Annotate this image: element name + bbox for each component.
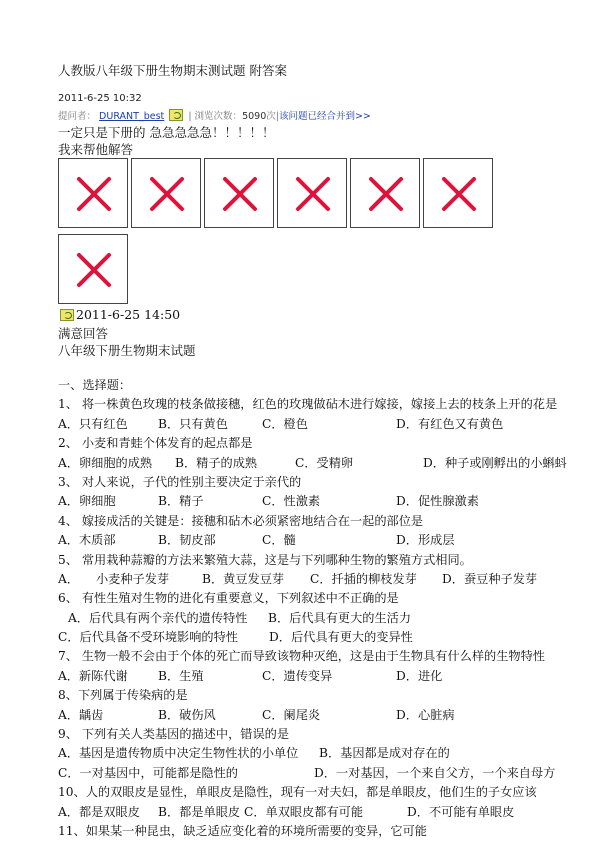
- answer-option: C．扦插的柳枝发芽: [310, 571, 417, 586]
- question-item: 7、 生物一般不会由于个体的死亡而导致该物种灭绝，这是由于生物具有什么样的生物特性: [58, 649, 545, 664]
- views-label: 浏览次数：: [194, 111, 243, 122]
- merged-question-link[interactable]: 该问题已经合并到>>: [278, 111, 371, 122]
- broken-image-icon: [58, 234, 128, 304]
- question-rows: [58, 395, 598, 841]
- asker-label: 提问者：: [58, 111, 97, 122]
- answer-option: C．遗传变异: [262, 668, 333, 683]
- question-meta: [58, 108, 371, 122]
- answer-heading: 八年级下册生物期末试题: [58, 343, 196, 358]
- answer-option: D．一对基因，一个来自父方，一个来自母方: [314, 765, 556, 780]
- answer-option: C．橙色: [262, 416, 308, 431]
- broken-image-icon: [423, 158, 493, 228]
- answer-option: B．韧皮部: [158, 533, 216, 548]
- answer-options: [58, 609, 598, 628]
- question-item: 6、 有性生殖对生物的进化有重要意义，下列叙述中不正确的是: [58, 591, 399, 606]
- answer-option: B．生殖: [158, 668, 204, 683]
- answer-option: D．心脏病: [396, 707, 455, 722]
- meta-divider: |: [275, 111, 279, 122]
- broken-image-icon: [277, 158, 347, 228]
- answer-options: [58, 744, 598, 763]
- asker-name-link[interactable]: DURANT_best: [99, 111, 165, 122]
- answer-option: A．基因是遗传物质中决定生物性状的小单位: [58, 746, 299, 761]
- answer-option: D．促性腺激素: [396, 494, 479, 509]
- answer-option: B．都是单眼皮: [158, 804, 241, 819]
- answer-option: B．破伤风: [158, 707, 216, 722]
- answer-option: B．精子: [158, 494, 204, 509]
- answer-option: C．髓: [262, 533, 296, 548]
- satisfied-answer-label: 满意回答: [58, 326, 109, 341]
- answer-option: 小麦种子发芽: [96, 571, 170, 586]
- answer-options: [58, 415, 598, 434]
- answer-option: B．后代具有更大的生活力: [268, 610, 412, 625]
- question-list: [58, 376, 598, 841]
- answer-date-line: [58, 307, 180, 322]
- answer-option: A．龋齿: [58, 707, 104, 722]
- answer-options: [58, 667, 598, 686]
- answer-option: B．只有黄色: [158, 416, 228, 431]
- answer-option: C．受精卵: [295, 455, 354, 470]
- answer-option: D．有红色又有黄色: [396, 416, 504, 431]
- question-item: 2、 小麦和青蛙个体发育的起点都是: [58, 436, 253, 451]
- answer-option: C．单双眼皮都有可能: [244, 804, 364, 819]
- answer-options: [58, 628, 598, 647]
- page-title: 人教版八年级下册生物期末测试题 附答案: [58, 63, 287, 78]
- answer-option: A．木质部: [58, 533, 116, 548]
- views-count: 5090: [242, 111, 267, 122]
- answer-options: [58, 706, 598, 725]
- post-date: 2011-6-25 10:32: [58, 93, 142, 104]
- question-item: 9、 下列有关人类基因的描述中，错误的是: [58, 727, 290, 742]
- broken-image-icon: [204, 158, 274, 228]
- answer-options: [58, 454, 598, 473]
- answer-option: D．进化: [396, 668, 443, 683]
- views-unit: 次: [266, 111, 276, 122]
- answer-option: A．只有红色: [58, 416, 128, 431]
- meta-divider: |: [188, 111, 192, 122]
- answer-options: [58, 492, 598, 511]
- answer-option: D．种子或刚孵出的小蝌蚪: [423, 455, 567, 470]
- answer-option: A．后代具有两个亲代的遗传特性: [68, 610, 248, 625]
- answer-option: A．卵细胞: [58, 494, 116, 509]
- broken-image-icon: [350, 158, 420, 228]
- question-item: 5、 常用栽种蒜瓣的方法来繁殖大蒜，这是与下列哪种生物的繁殖方式相同。: [58, 552, 472, 567]
- answer-option: C．一对基因中，可能都是隐性的: [58, 765, 238, 780]
- question-item: 8、下列属于传染病的是: [58, 688, 188, 703]
- answer-options: [58, 803, 598, 822]
- answer-option: C．后代具备不受环境影响的特性: [58, 630, 238, 645]
- answer-option: B．黄豆发豆芽: [202, 571, 285, 586]
- answer-date: 2011-6-25 14:50: [76, 307, 181, 322]
- answer-option: A．: [58, 571, 79, 586]
- broken-image-icon: [58, 158, 128, 228]
- question-item: 3、 对人来说，子代的性别主要决定于亲代的: [58, 474, 302, 489]
- answer-option: A．卵细胞的成熟: [58, 455, 153, 470]
- section-heading: 一、选择题：: [58, 378, 132, 392]
- answer-options: [58, 570, 598, 589]
- question-item: 11、如果某一种昆虫，缺乏适应变化着的环境所需要的变异，它可能: [58, 823, 427, 838]
- answer-option: D．后代具有更大的变异性: [269, 630, 413, 645]
- answer-option: B．精子的成熟: [175, 455, 258, 470]
- help-answer-link[interactable]: 我来帮他解答: [58, 142, 134, 157]
- answer-option: A．都是双眼皮: [58, 804, 140, 819]
- question-item: 4、 嫁接成活的关键是：接穗和砧木必须紧密地结合在一起的部位是: [58, 513, 424, 528]
- question-item: 1、 将一株黄色玫瑰的枝条做接穗，红色的玫瑰做砧木进行嫁接，嫁接上去的枝条上开的花是: [58, 397, 558, 412]
- question-text: 一定只是下册的 急急急急急！！！！！: [58, 125, 275, 140]
- answer-options: [58, 531, 598, 550]
- question-item: 10、人的双眼皮是显性，单眼皮是隐性，现有一对夫妇，都是单眼皮，他们生的子女应该: [58, 785, 537, 800]
- broken-image-icon: [131, 158, 201, 228]
- answer-option: D．蚕豆种子发芽: [442, 571, 538, 586]
- answer-option: C．性激素: [262, 494, 321, 509]
- user-badge-icon: [169, 109, 183, 121]
- answer-option: B．基因都是成对存在的: [319, 746, 450, 761]
- answer-option: D．形成层: [396, 533, 455, 548]
- answer-option: D．不可能有单眼皮: [407, 804, 515, 819]
- answer-options: [58, 764, 598, 783]
- answer-option: A．新陈代谢: [58, 668, 128, 683]
- user-badge-icon: [60, 309, 74, 321]
- answer-option: C．阑尾炎: [262, 707, 321, 722]
